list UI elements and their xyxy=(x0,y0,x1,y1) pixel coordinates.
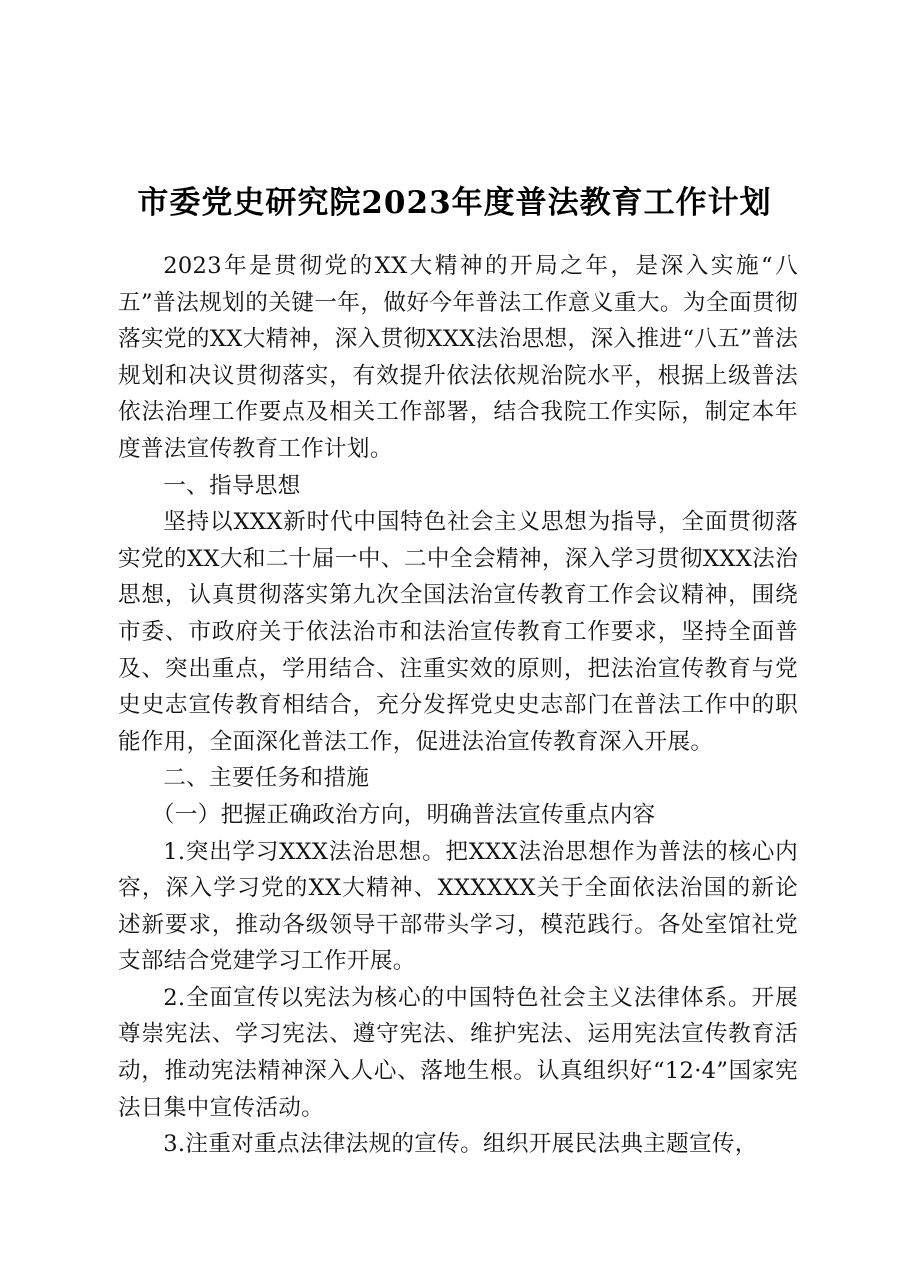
section-heading-guiding-thought: 一、指导思想 xyxy=(163,472,301,499)
document-title: 市委党史研究院2023年度普法教育工作计划 xyxy=(137,185,772,221)
document-body xyxy=(118,248,798,1163)
guiding-thought-paragraph: 坚持以XXX新时代中国特色社会主义思想为指导，全面贯彻落实党的XX大和二十届一中、二中全会精神，深入学习贯彻XXX法治思想，认真贯彻落实第九次全国法治宣传教育工作会议精神，围绕市委、市政府关于依法治市和法治宣传教育工作要求，坚持全面普及、突出重点，学用结合、注重实效的原则，把法治宣传教育与党史史志宣传教育相结合，充分发挥党史史志部门在普法工作中的职能作用，全面深化普法工作，促进法治宣传教育深入开展。 xyxy=(118,509,798,755)
subsection-heading-political-direction: （一）把握正确政治方向，明确普法宣传重点内容 xyxy=(151,801,656,828)
task-item-3: 3.注重对重点法律法规的宣传。组织开展民法典主题宣传， xyxy=(163,1131,758,1158)
intro-paragraph: 2023年是贯彻党的XX大精神的开局之年，是深入实施“八五”普法规划的关键一年，做好今年普法工作意义重大。为全面贯彻落实党的XX大精神，深入贯彻XXX法治思想，深入推进“八五”普法规划和决议贯彻落实，有效提升依法依规治院水平，根据上级普法依法治理工作要点及相关工作部署，结合我院工作实际，制定本年度普法宣传教育工作计划。 xyxy=(118,253,798,462)
section-heading-main-tasks: 二、主要任务和措施 xyxy=(163,765,370,792)
task-item-1: 1.突出学习XXX法治思想。把XXX法治思想作为普法的核心内容，深入学习党的XX大精神、XXXXXX关于全面依法治国的新论述新要求，推动各级领导干部带头学习，模范践行。各处室馆社党支部结合党建学习工作开展。 xyxy=(118,838,798,975)
task-item-2: 2.全面宣传以宪法为核心的中国特色社会主义法律体系。开展尊崇宪法、学习宪法、遵守宪法、维护宪法、运用宪法宣传教育活动，推动宪法精神深入人心、落地生根。认真组织好“12·4”国家宪法日集中宣传活动。 xyxy=(118,984,798,1121)
